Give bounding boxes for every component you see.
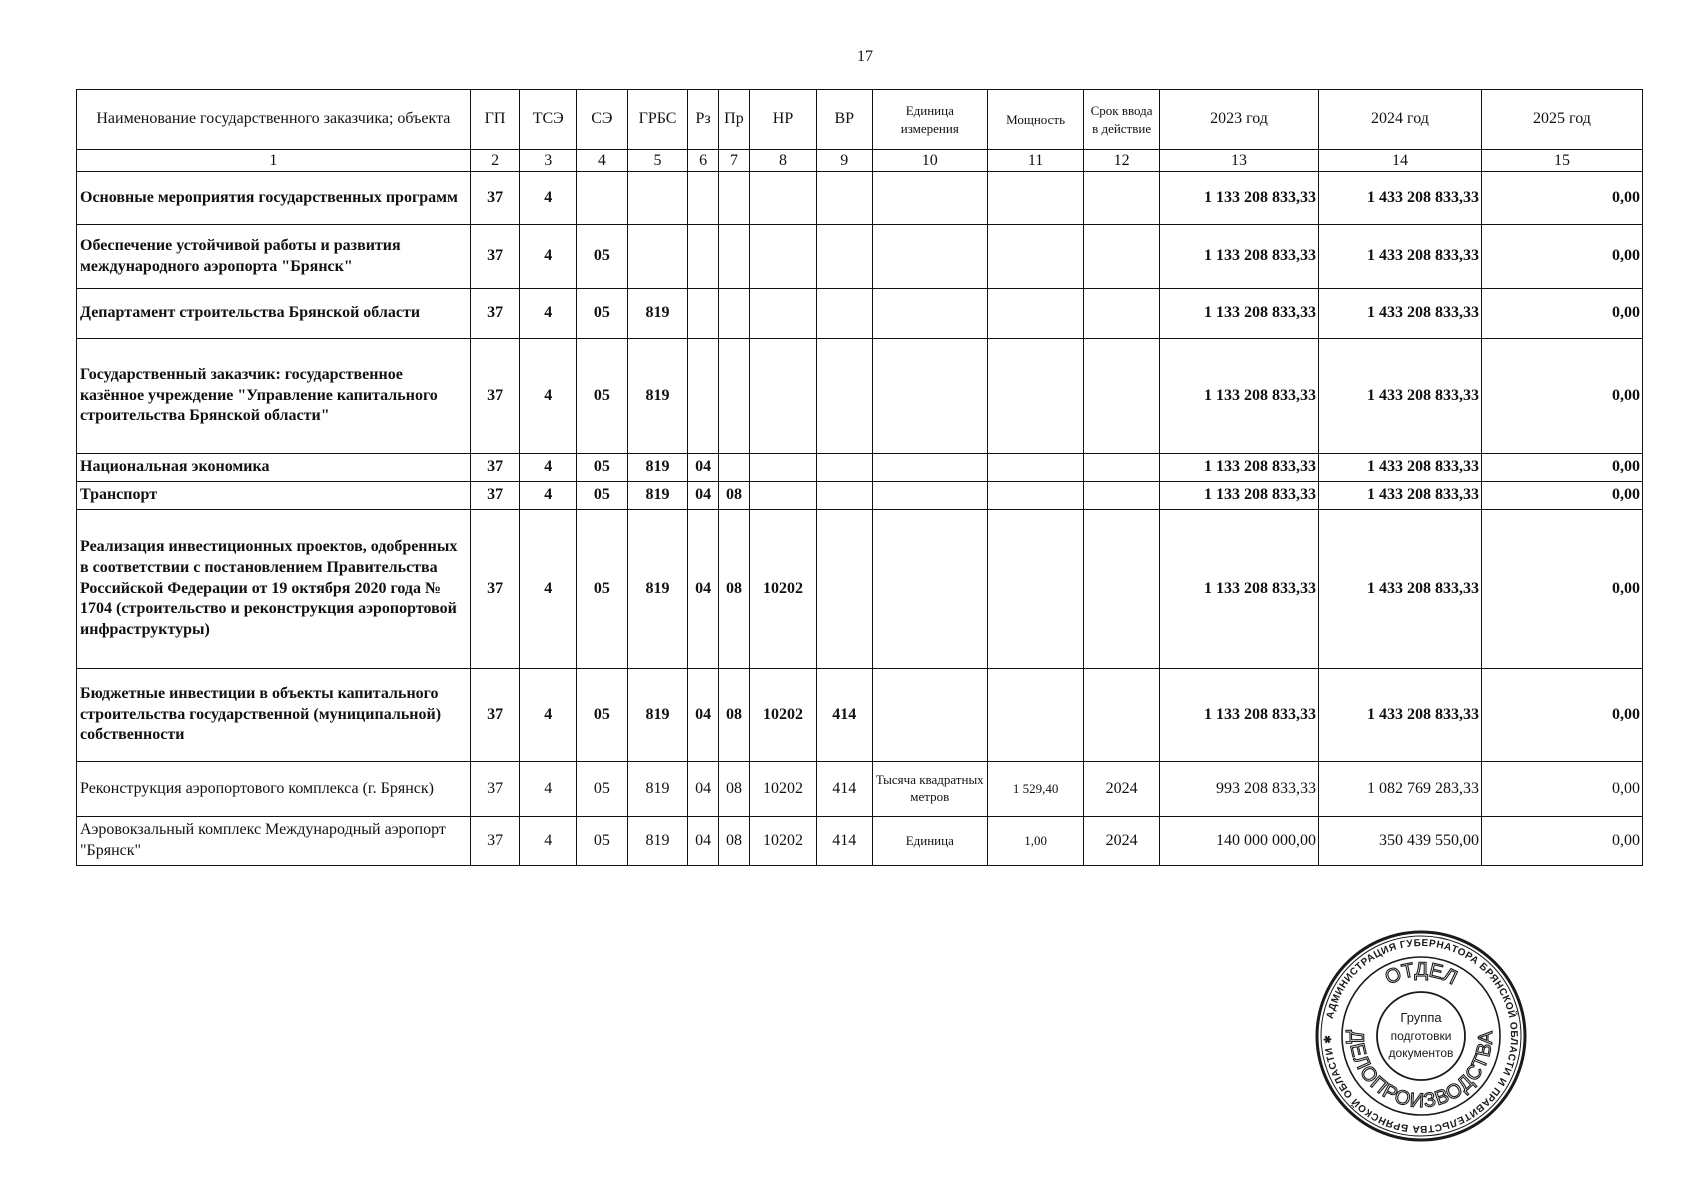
table-header-row — [77, 90, 1643, 150]
table-cell — [750, 172, 817, 225]
table-cell — [987, 454, 1083, 482]
table-cell — [872, 510, 987, 669]
table-cell — [1084, 669, 1160, 762]
table-cell: 414 — [816, 817, 872, 866]
table-cell — [750, 225, 817, 289]
column-header: НР — [750, 90, 817, 150]
table-cell: 0,00 — [1481, 339, 1642, 454]
table-row — [77, 482, 1643, 510]
table-cell — [1084, 172, 1160, 225]
table-row — [77, 817, 1643, 866]
table-cell: 0,00 — [1481, 454, 1642, 482]
column-header: ГП — [470, 90, 520, 150]
object-name-cell: Реализация инвестиционных проектов, одобренных в соответствии с постановлением Правительства Российской Федерации от 19 октября 2020 года № 1704 (строительство и реконструкция аэропортовой инфраструктуры) — [77, 510, 471, 669]
table-cell — [688, 289, 718, 339]
table-cell — [987, 510, 1083, 669]
table-cell — [816, 289, 872, 339]
table-cell — [688, 172, 718, 225]
table-cell: 10202 — [750, 669, 817, 762]
table-cell: 05 — [577, 762, 628, 817]
table-cell: 1 133 208 833,33 — [1160, 339, 1319, 454]
table-row — [77, 510, 1643, 669]
table-cell: 04 — [688, 482, 718, 510]
table-cell: 08 — [718, 482, 749, 510]
table-row — [77, 172, 1643, 225]
table-row — [77, 762, 1643, 817]
table-cell: 1 433 208 833,33 — [1318, 482, 1481, 510]
table-cell: 1 433 208 833,33 — [1318, 454, 1481, 482]
column-number: 5 — [627, 150, 688, 172]
table-cell — [872, 482, 987, 510]
table-cell: 37 — [470, 762, 520, 817]
table-cell: 0,00 — [1481, 510, 1642, 669]
table-cell: 37 — [470, 454, 520, 482]
table-cell: 05 — [577, 817, 628, 866]
table-cell: 0,00 — [1481, 482, 1642, 510]
table-cell: 1 133 208 833,33 — [1160, 225, 1319, 289]
table-row — [77, 669, 1643, 762]
table-cell — [688, 339, 718, 454]
table-cell: 1 433 208 833,33 — [1318, 289, 1481, 339]
table-cell: 819 — [627, 339, 688, 454]
table-cell — [816, 482, 872, 510]
object-name-cell: Национальная экономика — [77, 454, 471, 482]
column-header: ГРБС — [627, 90, 688, 150]
table-cell: 819 — [627, 482, 688, 510]
table-cell: 0,00 — [1481, 289, 1642, 339]
table-cell: Тысяча квадратных метров — [872, 762, 987, 817]
table-cell: 37 — [470, 172, 520, 225]
table-cell: 37 — [470, 817, 520, 866]
object-name-cell: Бюджетные инвестиции в объекты капитального строительства государственной (муниципальной) собственности — [77, 669, 471, 762]
table-cell — [1084, 289, 1160, 339]
page-number: 17 — [857, 48, 873, 65]
table-cell: 993 208 833,33 — [1160, 762, 1319, 817]
stamp-subdepartment-text: ДЕЛОПРОИЗВОДСТВА — [1344, 1029, 1498, 1113]
table-cell: 05 — [577, 289, 628, 339]
table-cell: 04 — [688, 762, 718, 817]
table-cell — [750, 454, 817, 482]
table-cell: 819 — [627, 669, 688, 762]
column-header: Мощность — [987, 90, 1083, 150]
column-number: 6 — [688, 150, 718, 172]
table-cell: 350 439 550,00 — [1318, 817, 1481, 866]
table-cell — [750, 289, 817, 339]
table-cell: 05 — [577, 339, 628, 454]
table-cell: 10202 — [750, 817, 817, 866]
table-cell: 4 — [520, 225, 577, 289]
table-cell — [718, 172, 749, 225]
table-cell: 819 — [627, 762, 688, 817]
column-number: 13 — [1160, 150, 1319, 172]
table-cell: 04 — [688, 669, 718, 762]
object-name-cell: Транспорт — [77, 482, 471, 510]
object-name-cell: Департамент строительства Брянской области — [77, 289, 471, 339]
table-cell: 1 133 208 833,33 — [1160, 510, 1319, 669]
table-cell — [688, 225, 718, 289]
table-cell: 05 — [577, 225, 628, 289]
table-cell: 1 133 208 833,33 — [1160, 454, 1319, 482]
column-number: 2 — [470, 150, 520, 172]
budget-table — [76, 89, 1643, 866]
table-cell: 4 — [520, 669, 577, 762]
table-cell: 0,00 — [1481, 669, 1642, 762]
table-cell: 819 — [627, 454, 688, 482]
table-cell — [816, 225, 872, 289]
table-cell: 1 433 208 833,33 — [1318, 225, 1481, 289]
column-number-row — [77, 150, 1643, 172]
table-cell — [718, 454, 749, 482]
column-header: ВР — [816, 90, 872, 150]
table-cell: 1 133 208 833,33 — [1160, 289, 1319, 339]
table-cell: 10202 — [750, 510, 817, 669]
table-cell: 1 433 208 833,33 — [1318, 339, 1481, 454]
column-header: 2024 год — [1318, 90, 1481, 150]
stamp-center-line: документов — [1388, 1046, 1454, 1060]
table-cell: 37 — [470, 482, 520, 510]
table-cell: 37 — [470, 669, 520, 762]
svg-text:ОТДЕЛ — [1382, 959, 1461, 989]
table-row — [77, 289, 1643, 339]
table-cell: 08 — [718, 762, 749, 817]
table-cell — [816, 454, 872, 482]
table-cell: 414 — [816, 762, 872, 817]
table-cell: 1 433 208 833,33 — [1318, 510, 1481, 669]
column-header: Срок ввода в действие — [1084, 90, 1160, 150]
column-number: 4 — [577, 150, 628, 172]
table-cell: 05 — [577, 482, 628, 510]
table-cell — [627, 225, 688, 289]
table-cell: 1 133 208 833,33 — [1160, 482, 1319, 510]
table-cell — [872, 669, 987, 762]
table-cell — [816, 339, 872, 454]
column-number: 9 — [816, 150, 872, 172]
table-cell: 4 — [520, 510, 577, 669]
table-cell: 1,00 — [987, 817, 1083, 866]
table-cell: 37 — [470, 225, 520, 289]
table-cell: 4 — [520, 817, 577, 866]
table-cell — [872, 172, 987, 225]
table-cell: 1 433 208 833,33 — [1318, 172, 1481, 225]
table-cell: 1 133 208 833,33 — [1160, 172, 1319, 225]
column-header: Наименование государственного заказчика; объекта — [77, 90, 471, 150]
column-number: 14 — [1318, 150, 1481, 172]
column-header: ТСЭ — [520, 90, 577, 150]
table-cell: 37 — [470, 339, 520, 454]
table-cell: 05 — [577, 454, 628, 482]
table-cell: 2024 — [1084, 762, 1160, 817]
table-cell: 140 000 000,00 — [1160, 817, 1319, 866]
column-number: 1 — [77, 150, 471, 172]
table-row — [77, 454, 1643, 482]
official-stamp — [1314, 929, 1528, 1143]
table-cell — [987, 339, 1083, 454]
table-cell: 0,00 — [1481, 225, 1642, 289]
table-cell — [816, 172, 872, 225]
table-cell: 4 — [520, 289, 577, 339]
table-cell — [750, 339, 817, 454]
table-cell — [816, 510, 872, 669]
table-cell: 0,00 — [1481, 817, 1642, 866]
table-cell — [872, 454, 987, 482]
stamp-center-line: Группа — [1400, 1010, 1442, 1025]
table-cell: 1 133 208 833,33 — [1160, 669, 1319, 762]
column-header: 2023 год — [1160, 90, 1319, 150]
column-number: 15 — [1481, 150, 1642, 172]
table-cell: 1 433 208 833,33 — [1318, 669, 1481, 762]
column-number: 10 — [872, 150, 987, 172]
table-cell — [872, 225, 987, 289]
table-cell — [627, 172, 688, 225]
table-cell — [987, 172, 1083, 225]
table-cell — [718, 289, 749, 339]
table-cell: 37 — [470, 510, 520, 669]
object-name-cell: Основные мероприятия государственных программ — [77, 172, 471, 225]
table-cell: 4 — [520, 339, 577, 454]
stamp-outer-text: АДМИНИСТРАЦИЯ ГУБЕРНАТОРА БРЯНСКОЙ ОБЛАСТИ И ПРАВИТЕЛЬСТВА БРЯНСКОЙ ОБЛАСТИ ✱ — [1322, 937, 1520, 1135]
table-cell: 4 — [520, 172, 577, 225]
table-row — [77, 225, 1643, 289]
table-cell: 819 — [627, 817, 688, 866]
column-header: СЭ — [577, 90, 628, 150]
table-cell: 4 — [520, 762, 577, 817]
column-number: 7 — [718, 150, 749, 172]
table-cell — [872, 289, 987, 339]
table-cell: 10202 — [750, 762, 817, 817]
table-cell — [987, 669, 1083, 762]
table-cell: Единица — [872, 817, 987, 866]
table-cell — [987, 482, 1083, 510]
object-name-cell: Реконструкция аэропортового комплекса (г. Брянск) — [77, 762, 471, 817]
table-cell — [750, 482, 817, 510]
column-number: 12 — [1084, 150, 1160, 172]
table-cell: 1 529,40 — [987, 762, 1083, 817]
table-cell — [1084, 510, 1160, 669]
table-cell: 2024 — [1084, 817, 1160, 866]
table-cell — [987, 225, 1083, 289]
table-cell: 0,00 — [1481, 172, 1642, 225]
table-row — [77, 339, 1643, 454]
table-cell — [872, 339, 987, 454]
column-number: 8 — [750, 150, 817, 172]
table-cell — [1084, 482, 1160, 510]
table-cell: 414 — [816, 669, 872, 762]
table-cell — [577, 172, 628, 225]
table-cell: 08 — [718, 669, 749, 762]
column-header: Рз — [688, 90, 718, 150]
column-number: 3 — [520, 150, 577, 172]
table-cell: 4 — [520, 482, 577, 510]
table-cell: 08 — [718, 817, 749, 866]
table-cell: 08 — [718, 510, 749, 669]
table-cell — [1084, 339, 1160, 454]
table-cell — [1084, 225, 1160, 289]
table-cell: 37 — [470, 289, 520, 339]
table-cell: 05 — [577, 510, 628, 669]
table-cell: 05 — [577, 669, 628, 762]
object-name-cell: Аэровокзальный комплекс Международный аэропорт "Брянск" — [77, 817, 471, 866]
stamp-center-line: подготовки — [1390, 1029, 1452, 1043]
column-number: 11 — [987, 150, 1083, 172]
table-cell: 4 — [520, 454, 577, 482]
column-header: Единица измерения — [872, 90, 987, 150]
table-cell: 0,00 — [1481, 762, 1642, 817]
table-cell — [987, 289, 1083, 339]
column-header: 2025 год — [1481, 90, 1642, 150]
table-cell: 04 — [688, 510, 718, 669]
table-cell — [1084, 454, 1160, 482]
object-name-cell: Обеспечение устойчивой работы и развития международного аэропорта "Брянск" — [77, 225, 471, 289]
object-name-cell: Государственный заказчик: государственное казённое учреждение "Управление капитального строительства Брянской области" — [77, 339, 471, 454]
table-cell: 819 — [627, 510, 688, 669]
column-header: Пр — [718, 90, 749, 150]
table-cell: 04 — [688, 454, 718, 482]
table-cell: 04 — [688, 817, 718, 866]
table-cell — [718, 225, 749, 289]
table-cell — [718, 339, 749, 454]
stamp-department-text: ОТДЕЛ — [1381, 958, 1461, 990]
table-cell: 819 — [627, 289, 688, 339]
table-cell: 1 082 769 283,33 — [1318, 762, 1481, 817]
